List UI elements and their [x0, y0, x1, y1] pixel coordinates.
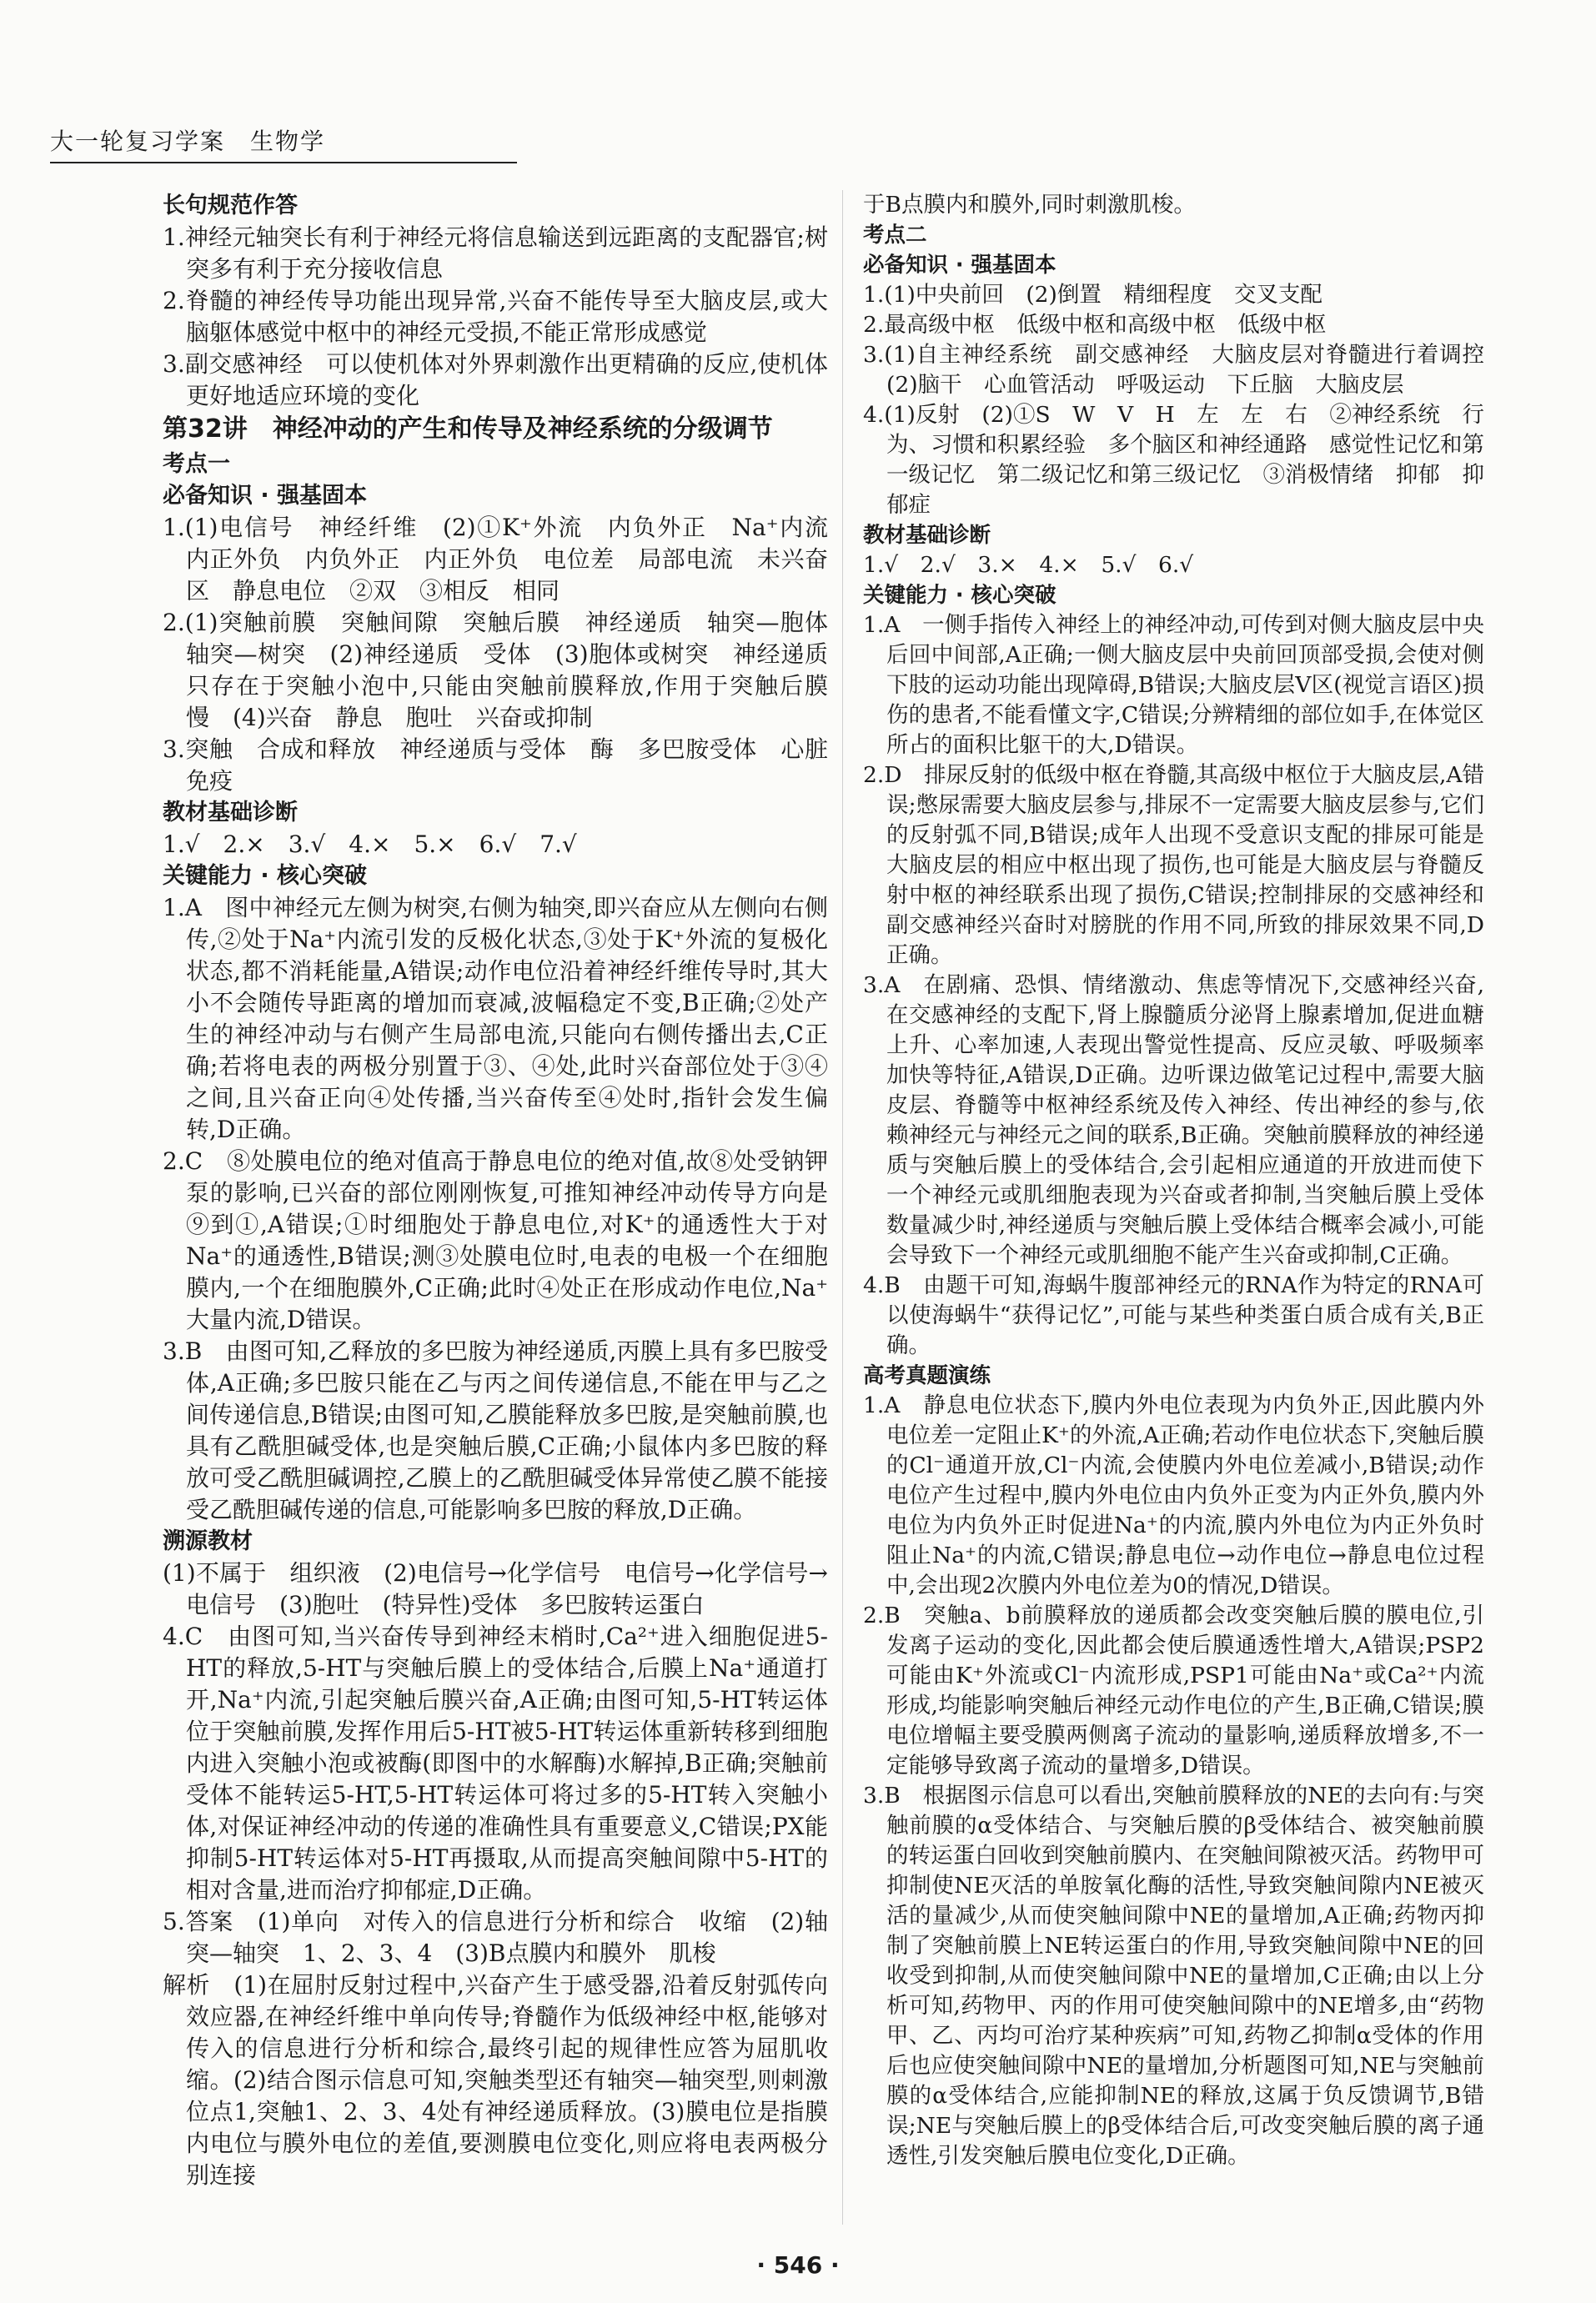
- answer-paragraph: 解析 (1)在屈肘反射过程中,兴奋产生于感受器,沿着反射弧传向效应器,在神经纤维中单向传导;脊髓作为低级神经中枢,能够对传入的信息进行分析和综合,最终引起的规律性应答为屈肌收缩。(2)结合图示信息可知,突触类型还有轴突—轴突型,则刺激位点1,突触1、2、3、4处有神经递质释放。(3)膜电位是指膜内电位与膜外电位的差值,要测膜电位变化,则应将电表两极分别连接: [163, 1971, 828, 2189]
- section-heading: 溯源教材: [163, 1528, 253, 1554]
- section-heading: 教材基础诊断: [863, 523, 991, 548]
- section-heading: 考点一: [163, 451, 230, 477]
- section-heading: 考点二: [863, 223, 927, 248]
- answer-paragraph: 5.答案 (1)单向 对传入的信息进行分析和综合 收缩 (2)轴突—轴突 1、2、3、4 (3)B点膜内和膜外 肌梭: [163, 1908, 828, 1967]
- answer-paragraph: (1)不属于 组织液 (2)电信号→化学信号 电信号→化学信号→电信号 (3)胞吐 (特异性)受体 多巴胺转运蛋白: [163, 1559, 828, 1618]
- column-divider: [842, 190, 843, 2225]
- answer-paragraph: 1.(1)电信号 神经纤维 (2)①K⁺外流 内负外正 Na⁺内流 内正外负 内负外正 内正外负 电位差 局部电流 未兴奋区 静息电位 ②双 ③相反 相同: [163, 514, 852, 605]
- section-heading: 高考真题演练: [863, 1363, 991, 1388]
- section-heading: 关键能力 · 核心突破: [863, 583, 1056, 608]
- answer-paragraph: 3.(1)自主神经系统 副交感神经 大脑皮层对脊髓进行着调控 (2)脑干 心血管活动 呼吸运动 下丘脑 大脑皮层: [863, 342, 1507, 398]
- answer-paragraph: 3.B 根据图示信息可以看出,突触前膜释放的NE的去向有:与突触前膜的α受体结合、与突触后膜的β受体结合、被突触前膜的转运蛋白回收到突触前膜内、在突触间隙被灭活。药物甲可抑制使NE灭活的单胺氧化酶的活性,导致突触间隙内NE被灭活的量减少,从而使突触间隙中NE的量增加,A正确;药物丙抑制了突触前膜上NE转运蛋白的作用,导致突触间隙中NE的回收受到抑制,从而使突触间隙中NE的量增加,C正确;由以上分析可知,药物甲、丙的作用可使突触间隙中的NE增多,由“药物甲、乙、丙均可治疗某种疾病”可知,药物乙抑制α受体的作用后也应使突触间隙中NE的量增加,分析题图可知,NE与突触前膜的α受体结合,应能抑制NE的释放,这属于负反馈调节,B错误;NE与突触后膜上的β受体结合后,可改变突触后膜的离子通透性,引发突触后膜电位变化,D正确。: [863, 1783, 1484, 2169]
- answer-paragraph: 4.C 由图可知,当兴奋传导到神经末梢时,Ca²⁺进入细胞促进5-HT的释放,5-HT与突触后膜上的受体结合,后膜上Na⁺通道打开,Na⁺内流,引起突触后膜兴奋,A正确;由图可知,5-HT转运体位于突触前膜,发挥作用后5-HT被5-HT转运体重新转移到细胞内进入突触小泡或被酶(即图中的水解酶)水解掉,B正确;突触前受体不能转运5-HT,5-HT转运体可将过多的5-HT转入突触小体,对保证神经冲动的传递的准确性具有重要意义,C错误;PX能抑制5-HT转运体对5-HT再摄取,从而提高突触间隙中5-HT的相对含量,进而治疗抑郁症,D正确。: [163, 1623, 828, 1904]
- section-heading: 教材基础诊断: [163, 800, 298, 825]
- section-heading: 必备知识 · 强基固本: [163, 483, 368, 509]
- right-column: [863, 190, 1507, 2171]
- section-heading: 关键能力 · 核心突破: [163, 863, 368, 889]
- section-heading: 长句规范作答: [163, 193, 298, 218]
- answer-paragraph: 1.(1)中央前回 (2)倒置 精细程度 交叉支配: [863, 282, 1322, 308]
- answer-paragraph: 2.脊髓的神经传导功能出现异常,兴奋不能传导至大脑皮层,或大脑躯体感觉中枢中的神经元受损,不能正常形成感觉: [163, 287, 828, 346]
- answer-paragraph: 3.副交感神经 可以使机体对外界刺激作出更精确的反应,使机体更好地适应环境的变化: [163, 350, 828, 409]
- answer-paragraph: 1.A 图中神经元左侧为树突,右侧为轴突,即兴奋应从左侧向右侧传,②处于Na⁺内流引发的反极化状态,③处于K⁺外流的复极化状态,都不消耗能量,A错误;动作电位沿着神经纤维传导时,其大小不会随传导距离的增加而衰减,波幅稳定不变,B正确;②处产生的神经冲动与右侧产生局部电流,只能向右侧传播出去,C正确;若将电表的两极分别置于③、④处,此时兴奋部位处于③④之间,且兴奋正向④处传播,当兴奋传至④处时,指针会发生偏转,D正确。: [163, 894, 828, 1143]
- answer-paragraph: 2.C ⑧处膜电位的绝对值高于静息电位的绝对值,故⑧处受钠钾泵的影响,已兴奋的部位刚刚恢复,可推知神经冲动传导方向是⑨到①,A错误;①时细胞处于静息电位,对K⁺的通透性大于对Na⁺的通透性,B错误;测③处膜电位时,电表的电极一个在细胞膜内,一个在细胞膜外,C正确;此时④处正在形成动作电位,Na⁺大量内流,D错误。: [163, 1147, 828, 1333]
- book-title: 大一轮复习学案: [50, 128, 226, 155]
- answer-paragraph: 3.B 由图可知,乙释放的多巴胺为神经递质,丙膜上具有多巴胺受体,A正确;多巴胺只能在乙与丙之间传递信息,不能在甲与乙之间传递信息,B错误;由图可知,乙膜能释放多巴胺,是突触前膜,也具有乙酰胆碱受体,也是突触后膜,C正确;小鼠体内多巴胺的释放可受乙酰胆碱调控,乙膜上的乙酰胆碱受体异常使乙膜不能接受乙酰胆碱传递的信息,可能影响多巴胺的释放,D正确。: [163, 1337, 828, 1523]
- answer-paragraph: 3.突触 合成和释放 神经递质与受体 酶 多巴胺受体 心脏 免疫: [163, 735, 852, 795]
- answer-paragraph: 1.神经元轴突长有利于神经元将信息输送到远距离的支配器官;树突多有利于充分接收信息: [163, 223, 828, 283]
- answer-paragraph: 2.D 排尿反射的低级中枢在脊髓,其高级中枢位于大脑皮层,A错误;憋尿需要大脑皮层参与,排尿不一定需要大脑皮层参与,它们的反射弧不同,B错误;成年人出现不受意识支配的排尿可能是大脑皮层的相应中枢出现了损伤,也可能是大脑皮层与脊髓反射中枢的神经联系出现了损伤,C错误;控制排尿的交感神经和副交感神经兴奋时对膀胱的作用不同,所致的排尿效果不同,D正确。: [863, 762, 1485, 968]
- answer-paragraph: 1.A 一侧手指传入神经上的神经冲动,可传到对侧大脑皮层中央后回中间部,A正确;一侧大脑皮层中央前回顶部受损,会使对侧下肢的运动功能出现障碍,B错误;大脑皮层V区(视觉言语区)损伤的患者,不能看懂文字,C错误;分辨精细的部位如手,在体觉区所占的面积比躯干的大,D错误。: [863, 612, 1484, 758]
- answer-paragraph: 4.B 由题干可知,海蜗牛腹部神经元的RNA作为特定的RNA可以使海蜗牛“获得记忆”,可能与某些种类蛋白质合成有关,B正确。: [863, 1272, 1484, 1358]
- answer-paragraph: 4.(1)反射 (2)①S W V H 左 左 右 ②神经系统 行为、习惯和积累经验 多个脑区和神经通路 感觉性记忆和第一级记忆 第二级记忆和第三级记忆 ③消极情绪 抑郁 抑郁症: [863, 402, 1484, 518]
- answer-paragraph: 2.最高级中枢 低级中枢和高级中枢 低级中枢: [863, 312, 1327, 338]
- answer-paragraph: 1.√ 2.× 3.√ 4.× 5.× 6.√ 7.√: [163, 830, 577, 858]
- answer-paragraph: 3.A 在剧痛、恐惧、情绪激动、焦虑等情况下,交感神经兴奋,在交感神经的支配下,肾上腺髓质分泌肾上腺素增加,促进血糖上升、心率加速,人表现出警觉性提高、反应灵敏、呼吸频率加快等特征,A错误,D正确。边听课边做笔记过程中,需要大脑皮层、脊髓等中枢神经系统及传入神经、传出神经的参与,依赖神经元与神经元之间的联系,B正确。突触前膜释放的神经递质与突触后膜上的受体结合,会引起相应通道的开放进而使下一个神经元或肌细胞表现为兴奋或者抑制,当突触后膜上受体数量减少时,神经递质与突触后膜上受体结合概率会减小,可能会导致下一个神经元或肌细胞不能产生兴奋或抑制,C正确。: [863, 972, 1484, 1268]
- lecture-title: 第32讲 神经冲动的产生和传导及神经系统的分级调节: [163, 414, 773, 444]
- answer-paragraph: 于B点膜内和膜外,同时刺激肌梭。: [863, 192, 1196, 218]
- subject-label: 生物学: [250, 128, 326, 155]
- answer-paragraph: 2.B 突触a、b前膜释放的递质都会改变突触后膜的膜电位,引发离子运动的变化,因此都会使后膜通透性增大,A错误;PSP2可能由K⁺外流或Cl⁻内流形成,PSP1可能由Na⁺或Ca²⁺内流形成,均能影响突触后神经元动作电位的产生,B正确,C错误;膜电位增幅主要受膜两侧离子流动的量影响,递质释放增多,不一定能够导致离子流动的量增多,D错误。: [863, 1603, 1484, 1779]
- running-header: [50, 123, 517, 163]
- answer-paragraph: 1.√ 2.√ 3.× 4.× 5.√ 6.√: [863, 552, 1194, 578]
- page-number: · 546 ·: [756, 2251, 840, 2279]
- answer-paragraph: 1.A 静息电位状态下,膜内外电位表现为内负外正,因此膜内外电位差一定阻止K⁺的外流,A正确;若动作电位状态下,突触后膜的Cl⁻通道开放,Cl⁻内流,会使膜内外电位差减小,B错误;动作电位产生过程中,膜内外电位由内负外正变为内正外负,膜内外电位为内负外正时促进Na⁺的内流,膜内外电位为内正外负时阻止Na⁺的内流,C错误;静息电位→动作电位→静息电位过程中,会出现2次膜内外电位差为0的情况,D错误。: [863, 1392, 1484, 1598]
- answer-paragraph: 2.(1)突触前膜 突触间隙 突触后膜 神经递质 轴突—胞体 轴突—树突 (2)神经递质 受体 (3)胞体或树突 神经递质只存在于突触小泡中,只能由突触前膜释放,作用于突触后膜 慢 (4)兴奋 静息 胞吐 兴奋或抑制: [163, 609, 852, 731]
- section-heading: 必备知识 · 强基固本: [863, 253, 1056, 278]
- left-column: [163, 190, 852, 2191]
